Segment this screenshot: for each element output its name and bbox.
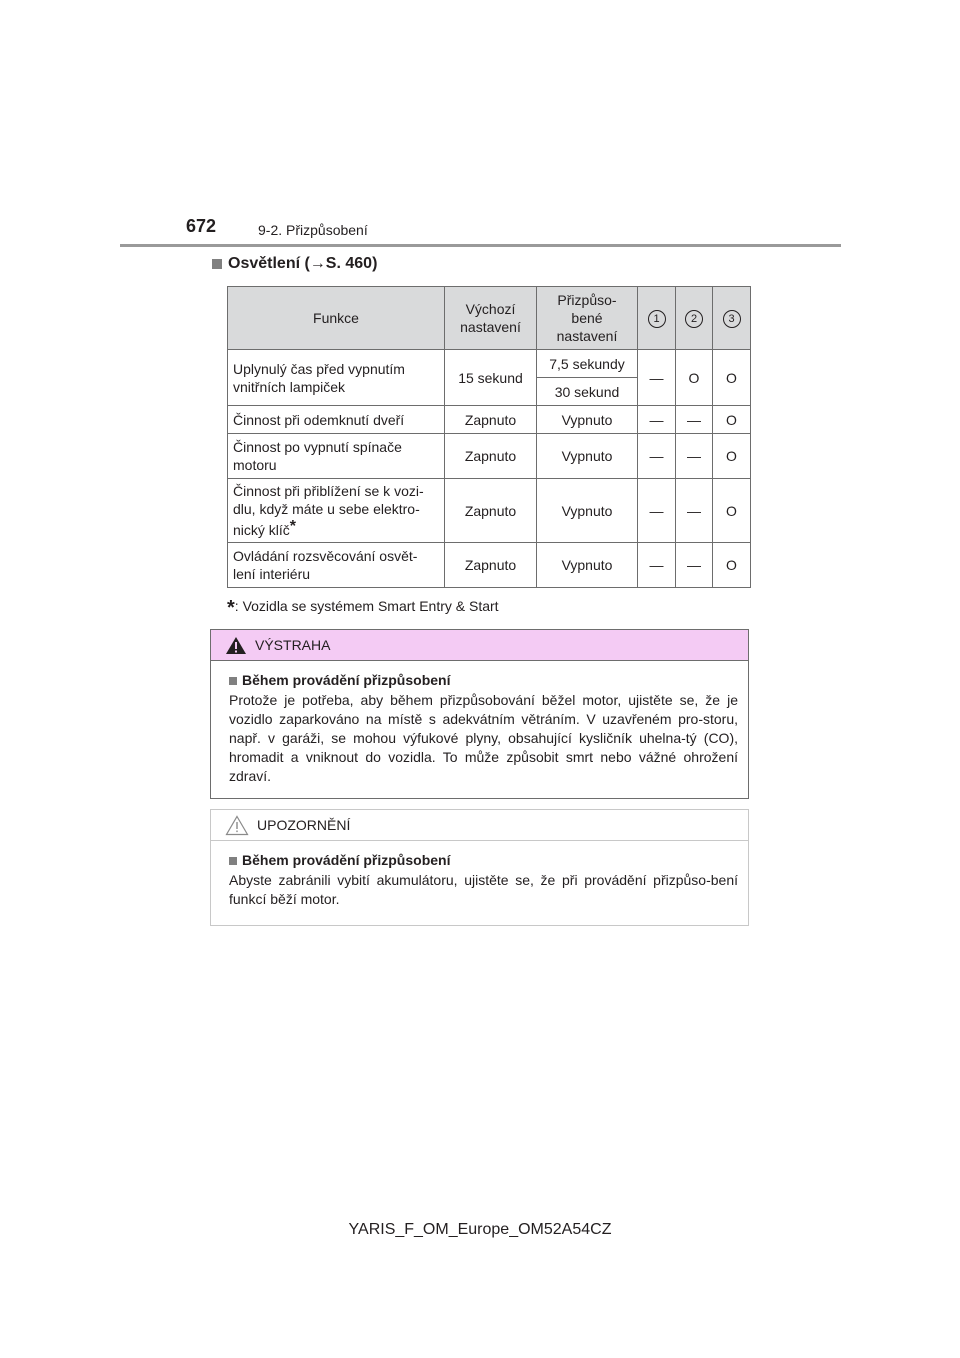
- table-row: [228, 350, 751, 378]
- table-footnote: [227, 597, 499, 620]
- cell-c1: —: [638, 479, 676, 543]
- cell-function-text: Činnost při přiblížení se k vozi-dlu, když máte u sebe elektro-nický klíč: [233, 483, 424, 538]
- cell-custom: Vypnuto: [537, 479, 638, 543]
- footnote-text: : Vozidla se systémem Smart Entry & Start: [234, 598, 499, 614]
- notice-header: [211, 810, 748, 841]
- table-header-row: [228, 287, 751, 350]
- table-row: [228, 434, 751, 479]
- cell-c3: O: [713, 406, 751, 434]
- cell-function: [228, 479, 445, 543]
- square-bullet-icon: [229, 857, 237, 865]
- subheading-text: Osvětlení (→S. 460): [228, 255, 378, 272]
- cell-default: 15 sekund: [445, 350, 537, 406]
- cell-default: Zapnuto: [445, 479, 537, 543]
- notice-title: UPOZORNĚNÍ: [257, 817, 351, 833]
- cell-c1: —: [638, 543, 676, 588]
- warning-header: [211, 630, 748, 661]
- cell-c2: —: [676, 479, 713, 543]
- circled-number-2: 2: [685, 310, 703, 328]
- cell-c1: —: [638, 434, 676, 479]
- cell-function: Ovládání rozsvěcování osvět-lení interiéru: [228, 543, 445, 588]
- cell-default: Zapnuto: [445, 406, 537, 434]
- header-col2: [676, 287, 713, 350]
- warning-subheading-text: Během provádění přizpůsobení: [242, 672, 451, 688]
- document-footer: YARIS_F_OM_Europe_OM52A54CZ: [348, 1221, 612, 1238]
- cell-function: Činnost po vypnutí spínače motoru: [228, 434, 445, 479]
- warning-body: [211, 661, 748, 786]
- circled-number-3: 3: [723, 310, 741, 328]
- footnote-mark: *: [289, 518, 297, 535]
- cell-c3: O: [713, 479, 751, 543]
- cell-c1: —: [638, 406, 676, 434]
- warning-triangle-icon: [225, 636, 247, 655]
- header-col3: [713, 287, 751, 350]
- page-number: 672: [186, 216, 217, 236]
- table-row: [228, 543, 751, 588]
- warning-text: Protože je potřeba, aby během přizpůsobování běžel motor, ujistěte se, že je vozidlo zaparkováno na místě s adekvátním větráním. V uzavřeném pro-storu, např. v garáži, se mohou výfukové plyny, obsahující kysličník uhelna-tý (CO), hromadit a vniknout do vozidla. To může způsobit smrt nebo vážné ohrožení zdraví.: [229, 692, 738, 784]
- table-row: [228, 479, 751, 543]
- warning-title: VÝSTRAHA: [255, 637, 331, 653]
- notice-text: Abyste zabránili vybití akumulátoru, ujistěte se, že při provádění přizpůso-bení funkcí běží motor.: [229, 872, 738, 907]
- cell-c2: —: [676, 406, 713, 434]
- header-default: Výchozí nastavení: [445, 287, 537, 350]
- cell-custom: 30 sekund: [537, 378, 638, 406]
- cell-function: Uplynulý čas před vypnutím vnitřních lampiček: [228, 350, 445, 406]
- caution-triangle-icon: [225, 815, 249, 836]
- cell-function: Činnost při odemknutí dveří: [228, 406, 445, 434]
- warning-subheading: [229, 671, 738, 690]
- cell-default: Zapnuto: [445, 434, 537, 479]
- cell-c2: —: [676, 434, 713, 479]
- cell-custom: 7,5 sekundy: [537, 350, 638, 378]
- cell-c3: O: [713, 350, 751, 406]
- header-rule: [120, 244, 841, 247]
- cell-c2: —: [676, 543, 713, 588]
- lighting-settings-table: [227, 286, 751, 588]
- header-custom: Přizpůso-bené nastavení: [537, 287, 638, 350]
- notice-box: [210, 809, 749, 926]
- notice-body: [211, 841, 748, 909]
- cell-default: Zapnuto: [445, 543, 537, 588]
- square-bullet-icon: [229, 677, 237, 685]
- circled-number-1: 1: [648, 310, 666, 328]
- cell-c3: O: [713, 434, 751, 479]
- table-row: [228, 406, 751, 434]
- notice-subheading-text: Během provádění přizpůsobení: [242, 852, 451, 868]
- cell-custom: Vypnuto: [537, 543, 638, 588]
- footnote-star: *: [227, 597, 235, 619]
- square-bullet-icon: [212, 259, 222, 269]
- notice-subheading: [229, 851, 738, 870]
- cell-c1: —: [638, 350, 676, 406]
- section-subheading: [212, 255, 377, 273]
- cell-custom: Vypnuto: [537, 406, 638, 434]
- section-label: 9-2. Přizpůsobení: [258, 222, 368, 238]
- warning-box: [210, 629, 749, 799]
- cell-custom: Vypnuto: [537, 434, 638, 479]
- header-col1: [638, 287, 676, 350]
- cell-c3: O: [713, 543, 751, 588]
- header-function: Funkce: [228, 287, 445, 350]
- cell-c2: O: [676, 350, 713, 406]
